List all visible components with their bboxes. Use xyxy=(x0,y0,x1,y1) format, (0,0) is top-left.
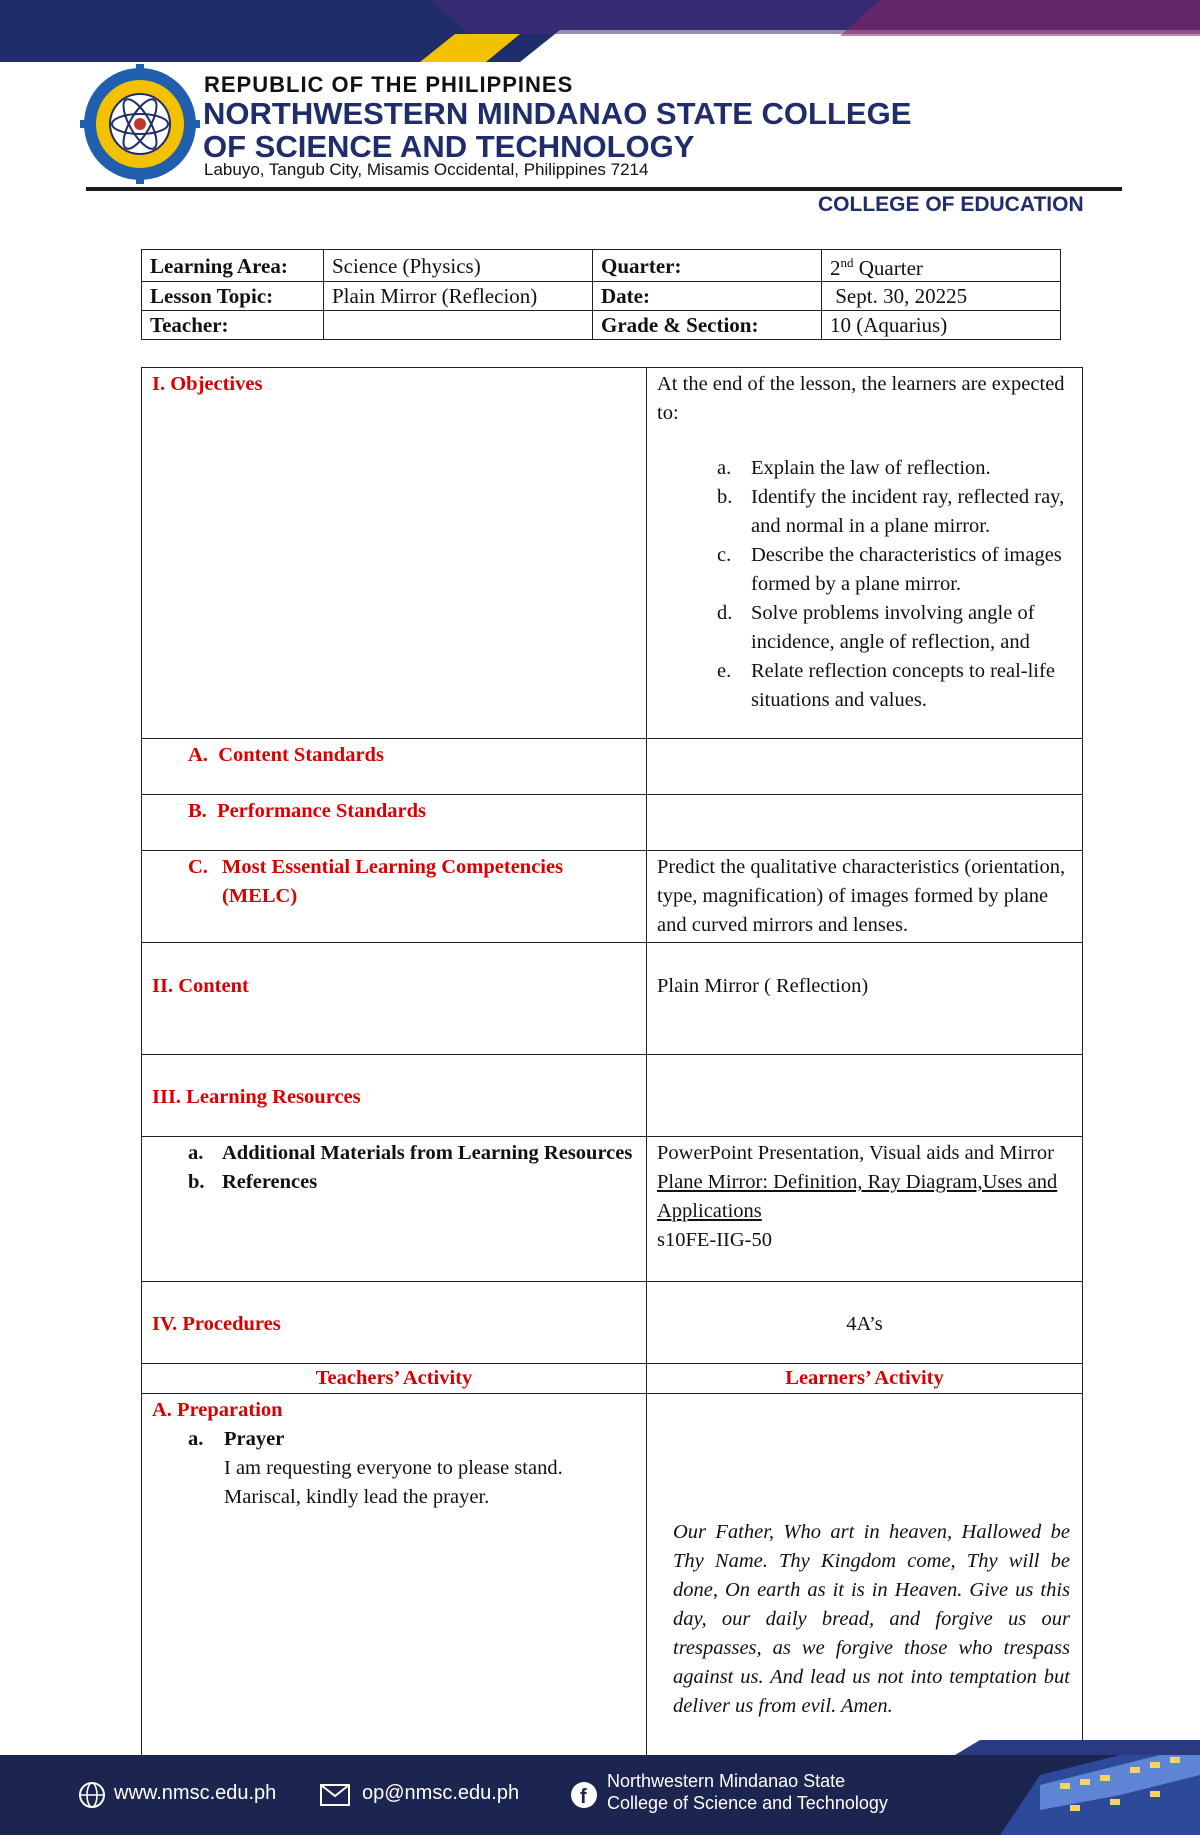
content-standards-value xyxy=(647,739,1083,795)
resources-list-cell xyxy=(142,1137,647,1282)
teacher-label: Teacher: xyxy=(142,311,324,340)
resources-content xyxy=(647,1137,1083,1282)
learners-activity-heading: Learners’ Activity xyxy=(647,1364,1083,1394)
content-text: Plain Mirror ( Reflection) xyxy=(647,943,1083,1055)
teachers-activity-heading: Teachers’ Activity xyxy=(142,1364,647,1394)
preparation-heading: A. Preparation xyxy=(152,1399,283,1421)
performance-standards-heading: Performance Standards xyxy=(217,800,427,822)
college-seal-icon xyxy=(80,64,200,184)
footer-website[interactable]: www.nmsc.edu.ph xyxy=(114,1782,277,1804)
prayer-learners-text: Our Father, Who art in heaven, Hallowed be Thy Name. Thy Kingdom come, Thy will be done, On earth as it is in Heaven. Give us this day, our daily bread, and forgive us our trespasses, as we forgive those who trespass against us. And lead us not into temptation but deliver us from evil. Amen. xyxy=(673,1521,1070,1717)
melc-text: Predict the qualitative characteristics (orientation, type, magnification) of images formed by plane and curved mirrors and lenses. xyxy=(647,851,1083,943)
resources-row xyxy=(142,1137,1083,1282)
content-standards-row xyxy=(142,739,1083,795)
content-standards-heading: Content Standards xyxy=(218,744,384,766)
list-item: b. Identify the incident ray, reflected ray, and normal in a plane mirror. xyxy=(717,486,1065,537)
grade-label: Grade & Section: xyxy=(593,311,822,340)
melc-heading: Most Essential Learning Competencies (MELC) xyxy=(222,856,564,907)
header-college-name-line2: OF SCIENCE AND TECHNOLOGY xyxy=(203,129,695,164)
references-label: References xyxy=(222,1171,318,1193)
reference-code: s10FE-IIG-50 xyxy=(657,1229,773,1251)
procedures-method: 4A’s xyxy=(647,1282,1083,1364)
info-row xyxy=(142,250,1061,282)
date-label: Date: xyxy=(593,282,822,311)
list-item: d. Solve problems involving angle of incidence, angle of reflection, and xyxy=(717,602,1035,653)
content-row xyxy=(142,943,1083,1055)
quarter-value: 2nd Quarter xyxy=(822,250,1061,282)
learning-area-label: Learning Area: xyxy=(142,250,324,282)
header-divider xyxy=(86,187,1122,191)
performance-standards-value xyxy=(647,795,1083,851)
list-item: b. References xyxy=(188,1171,318,1193)
lesson-info-table xyxy=(141,249,1061,340)
objectives-heading: I. Objectives xyxy=(152,373,263,395)
performance-standards-row xyxy=(142,795,1083,851)
footer-facebook-line1[interactable]: Northwestern Mindanao State xyxy=(607,1771,846,1791)
preparation-teacher-cell xyxy=(142,1394,647,1774)
list-item: e. Relate reflection concepts to real-life situations and values. xyxy=(717,660,1055,711)
grade-value: 10 (Aquarius) xyxy=(822,311,1061,340)
header-department: COLLEGE OF EDUCATION xyxy=(818,193,1084,216)
svg-text:f: f xyxy=(580,1786,587,1808)
footer xyxy=(0,1755,1200,1835)
list-item: a. Explain the law of reflection. xyxy=(717,457,991,479)
activity-header-row xyxy=(142,1364,1083,1394)
prayer-teacher-line2: Mariscal, kindly lead the prayer. xyxy=(224,1486,490,1508)
learning-area-value: Science (Physics) xyxy=(324,250,593,282)
header-college-name-line1: NORTHWESTERN MINDANAO STATE COLLEGE xyxy=(203,96,912,131)
prayer-teacher-line1: I am requesting everyone to please stand. xyxy=(224,1457,563,1479)
resources-heading: III. Learning Resources xyxy=(152,1086,361,1108)
date-value: Sept. 30, 20225 xyxy=(822,282,1061,311)
performance-standards-cell: B. Performance Standards xyxy=(142,795,647,851)
objectives-row xyxy=(142,368,1083,739)
objectives-cell xyxy=(142,368,647,739)
globe-icon xyxy=(78,1781,106,1814)
header-address: Labuyo, Tangub City, Misamis Occidental, Philippines 7214 xyxy=(204,160,649,179)
mail-icon xyxy=(320,1784,350,1811)
resources-cell xyxy=(142,1055,647,1137)
procedures-row xyxy=(142,1282,1083,1364)
content-cell xyxy=(142,943,647,1055)
info-row xyxy=(142,311,1061,340)
objectives-list xyxy=(657,454,1072,715)
melc-cell: C. Most Essential Learning Competencies (MELC) xyxy=(142,851,647,943)
teacher-value xyxy=(324,311,593,340)
campus-building-image xyxy=(1000,1755,1200,1835)
preparation-row xyxy=(142,1394,1083,1774)
prayer-item: a. Prayer I am requesting everyone to please stand. Mariscal, kindly lead the prayer. xyxy=(152,1425,636,1512)
reference-link[interactable]: Plane Mirror: Definition, Ray Diagram,Uses and Applications xyxy=(657,1171,1058,1222)
header-republic: REPUBLIC OF THE PHILIPPINES xyxy=(204,72,574,97)
footer-facebook-line2[interactable]: College of Science and Technology xyxy=(607,1793,888,1813)
facebook-icon xyxy=(570,1781,598,1814)
procedures-heading: IV. Procedures xyxy=(152,1313,281,1335)
procedures-cell xyxy=(142,1282,647,1364)
content-standards-cell: A. Content Standards xyxy=(142,739,647,795)
objectives-intro: At the end of the lesson, the learners are expected to: xyxy=(657,373,1065,424)
list-item: c. Describe the characteristics of images formed by a plane mirror. xyxy=(717,544,1062,595)
footer-email[interactable]: op@nmsc.edu.ph xyxy=(362,1782,520,1804)
info-row xyxy=(142,282,1061,311)
objectives-content xyxy=(647,368,1083,739)
lesson-topic-value: Plain Mirror (Reflecion) xyxy=(324,282,593,311)
resources-heading-value xyxy=(647,1055,1083,1137)
preparation-learner-cell xyxy=(647,1394,1083,1774)
resources-heading-row xyxy=(142,1055,1083,1137)
lesson-plan-table xyxy=(141,367,1083,1774)
top-banner xyxy=(0,0,1200,62)
lesson-topic-label: Lesson Topic: xyxy=(142,282,324,311)
content-heading: II. Content xyxy=(152,975,249,997)
materials-text: PowerPoint Presentation, Visual aids and Mirror xyxy=(657,1142,1054,1164)
quarter-label: Quarter: xyxy=(593,250,822,282)
melc-row xyxy=(142,851,1083,943)
prayer-heading: Prayer xyxy=(224,1428,285,1450)
additional-materials-label: Additional Materials from Learning Resources xyxy=(222,1142,633,1164)
list-item: a. Additional Materials from Learning Resources xyxy=(188,1142,633,1164)
